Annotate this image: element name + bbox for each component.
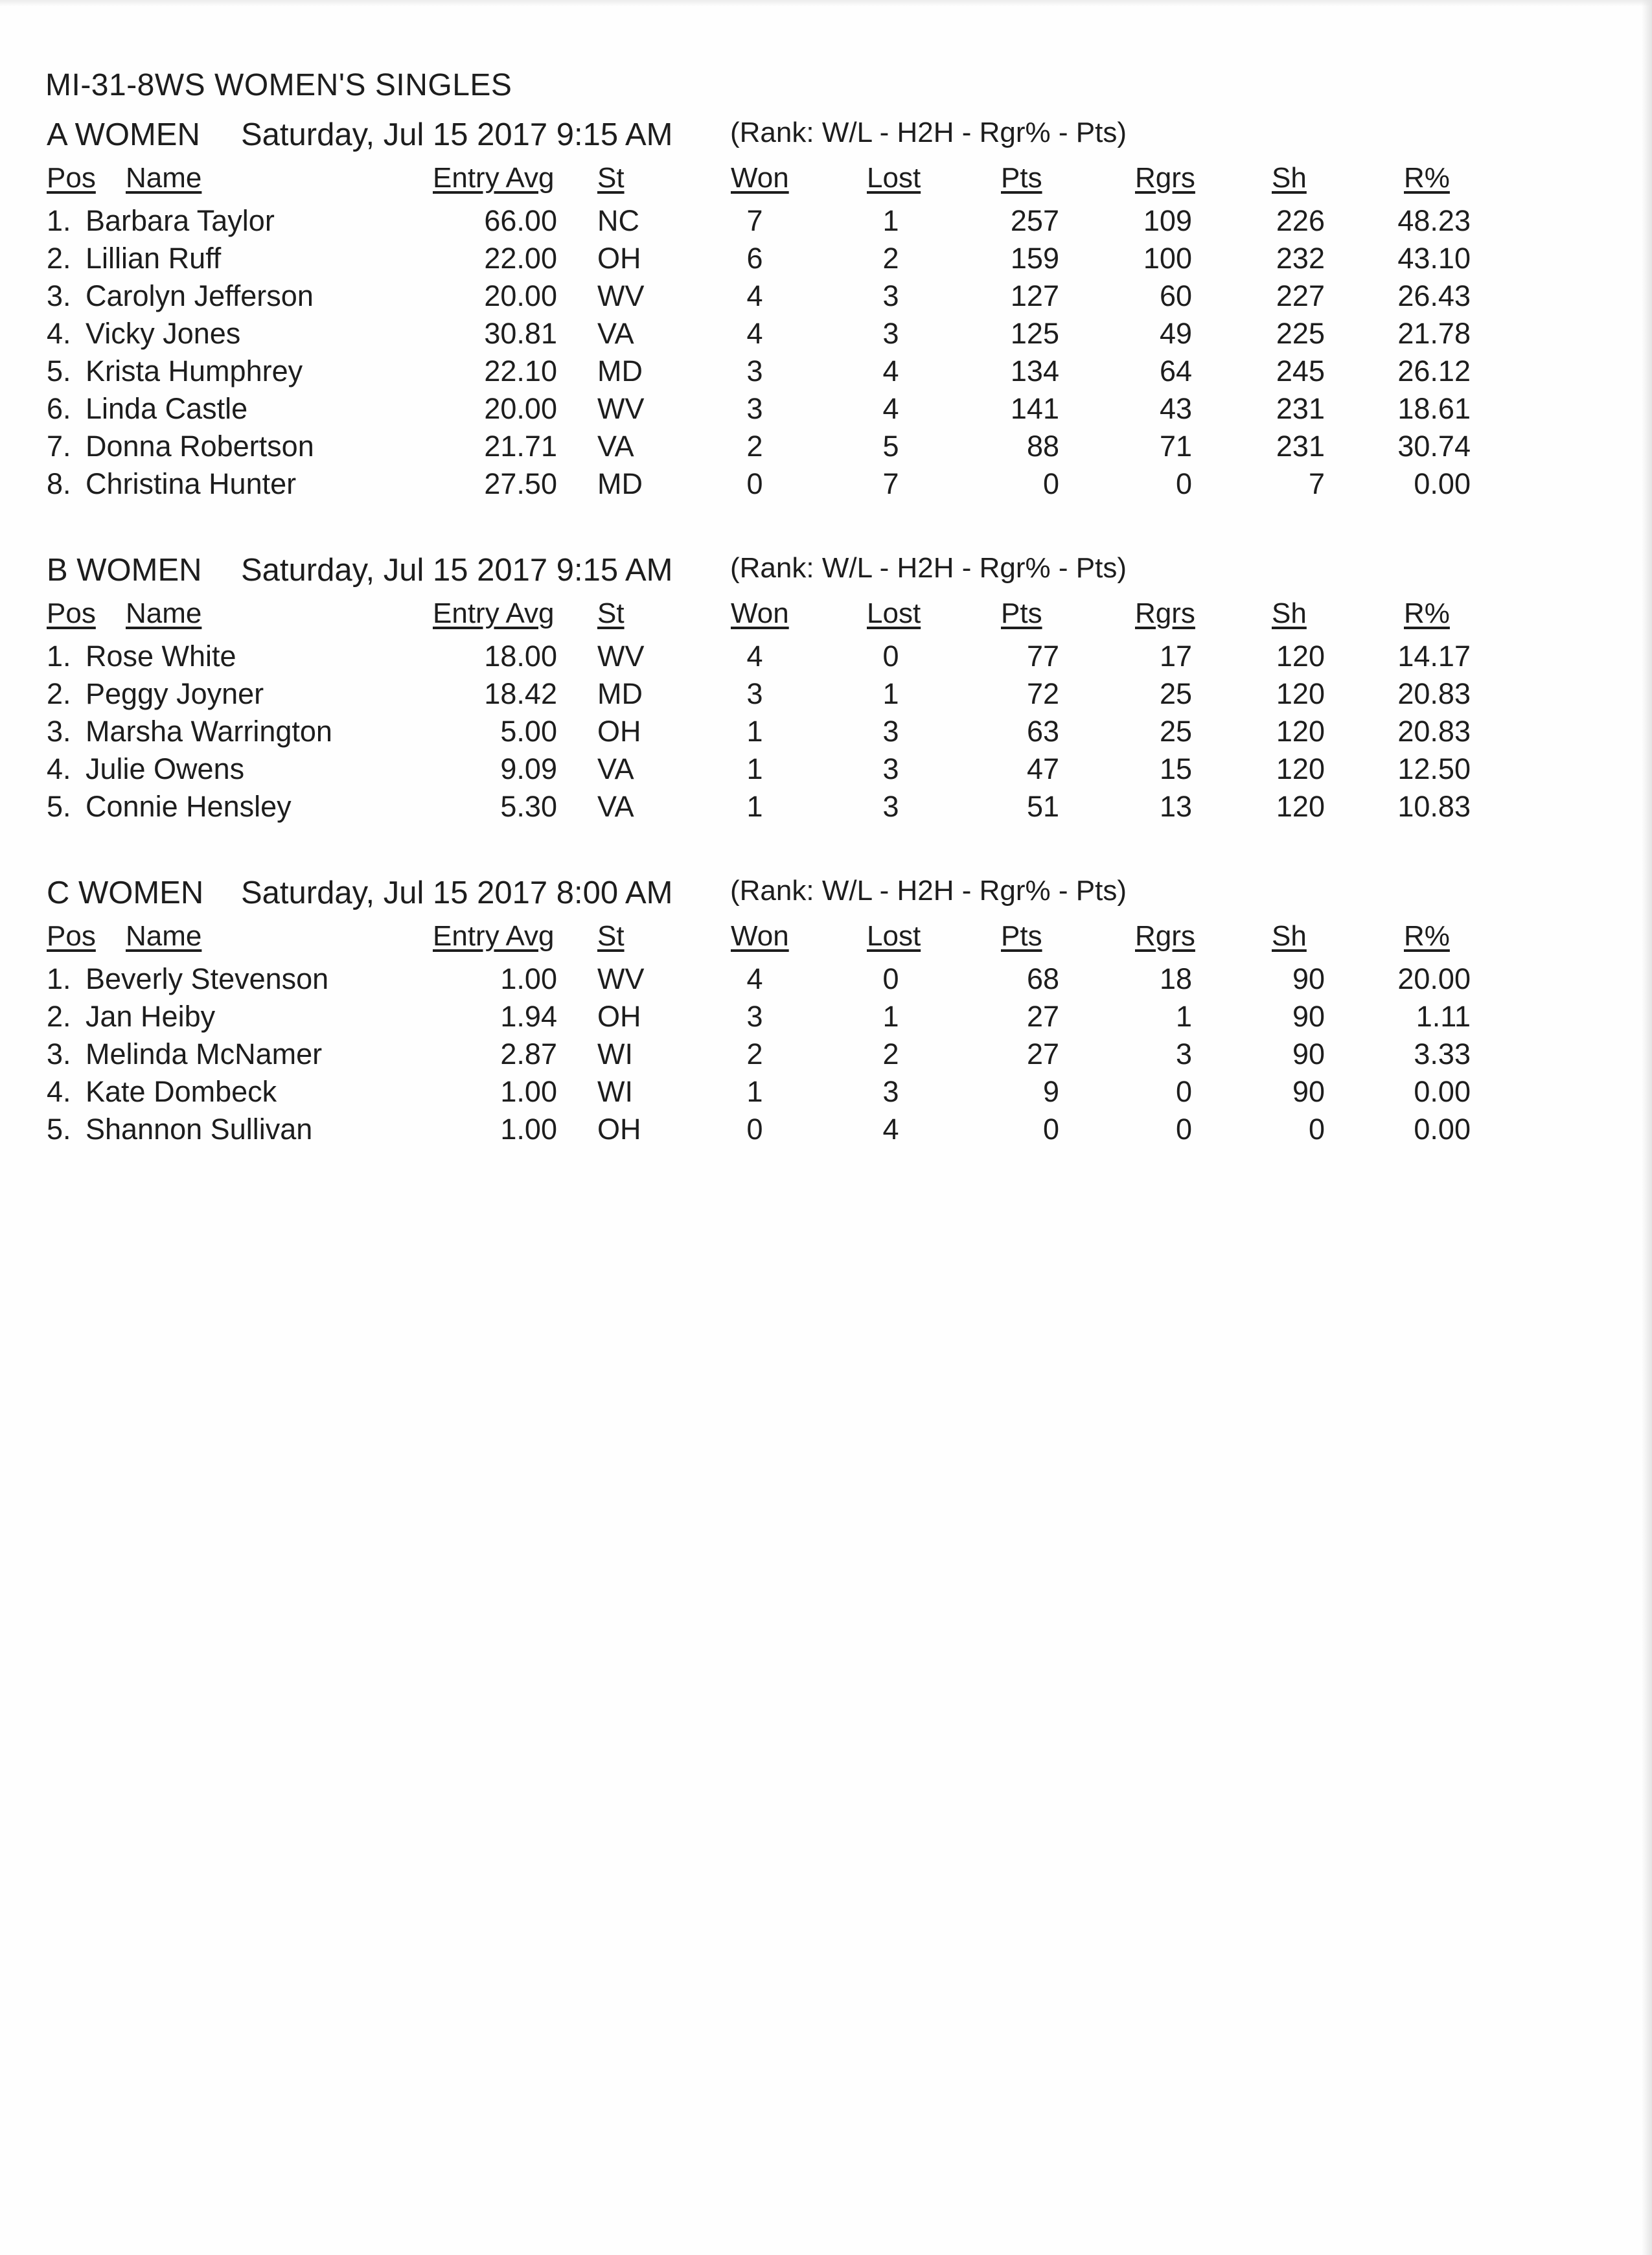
cell-rgrs: 71 <box>1159 430 1192 463</box>
cell-rgrs: 0 <box>1175 467 1192 500</box>
column-header-r-pct: R% <box>1404 162 1450 194</box>
column-header-entry-avg: Entry Avg <box>433 597 555 629</box>
division-date: Saturday, Jul 15 2017 9:15 AM <box>241 553 673 588</box>
cell-sh: 227 <box>1276 279 1325 312</box>
cell-won: 3 <box>746 354 763 387</box>
cell-name: Melinda McNamer <box>86 1037 323 1070</box>
table-row <box>0 752 1652 790</box>
cell-st: NC <box>597 204 639 237</box>
cell-pos: 5. <box>47 1113 71 1146</box>
cell-name: Connie Hensley <box>86 790 292 823</box>
cell-rgrs: 13 <box>1159 790 1192 823</box>
cell-name: Julie Owens <box>86 752 245 785</box>
cell-entry-avg: 1.00 <box>500 1113 557 1146</box>
cell-won: 0 <box>746 467 763 500</box>
column-header-pts: Pts <box>1001 162 1042 194</box>
cell-lost: 3 <box>882 752 899 785</box>
cell-st: VA <box>597 790 634 823</box>
cell-entry-avg: 22.10 <box>484 354 557 387</box>
cell-st: WV <box>597 392 645 425</box>
column-header-pos: Pos <box>47 920 96 952</box>
cell-entry-avg: 5.30 <box>500 790 557 823</box>
cell-name: Vicky Jones <box>86 317 241 350</box>
cell-r-pct: 43.10 <box>1397 242 1471 275</box>
cell-rgrs: 49 <box>1159 317 1192 350</box>
cell-sh: 0 <box>1308 1113 1325 1146</box>
cell-st: MD <box>597 677 643 710</box>
cell-st: VA <box>597 752 634 785</box>
column-header-st: St <box>597 920 625 952</box>
cell-r-pct: 20.00 <box>1397 962 1471 995</box>
cell-r-pct: 30.74 <box>1397 430 1471 463</box>
cell-r-pct: 21.78 <box>1397 317 1471 350</box>
column-header-rgrs: Rgrs <box>1135 162 1195 194</box>
cell-pts: 77 <box>1026 640 1059 673</box>
cell-lost: 2 <box>882 1037 899 1070</box>
cell-st: OH <box>597 1113 641 1146</box>
cell-entry-avg: 66.00 <box>484 204 557 237</box>
cell-won: 1 <box>746 715 763 748</box>
cell-rgrs: 100 <box>1143 242 1192 275</box>
cell-rgrs: 43 <box>1159 392 1192 425</box>
cell-name: Barbara Taylor <box>86 204 275 237</box>
cell-pts: 0 <box>1042 1113 1059 1146</box>
table-row <box>0 430 1652 467</box>
cell-won: 3 <box>746 1000 763 1033</box>
cell-pos: 1. <box>47 204 71 237</box>
cell-r-pct: 14.17 <box>1397 640 1471 673</box>
cell-lost: 3 <box>882 279 899 312</box>
cell-r-pct: 26.12 <box>1397 354 1471 387</box>
cell-name: Beverly Stevenson <box>86 962 329 995</box>
cell-sh: 90 <box>1292 962 1325 995</box>
cell-pts: 51 <box>1026 790 1059 823</box>
table-row <box>0 790 1652 827</box>
cell-name: Jan Heiby <box>86 1000 216 1033</box>
cell-pos: 5. <box>47 790 71 823</box>
cell-pts: 88 <box>1026 430 1059 463</box>
column-header-name: Name <box>126 920 202 952</box>
cell-name: Shannon Sullivan <box>86 1113 313 1146</box>
cell-pos: 8. <box>47 467 71 500</box>
cell-st: MD <box>597 354 643 387</box>
cell-won: 6 <box>746 242 763 275</box>
cell-r-pct: 0.00 <box>1414 467 1471 500</box>
cell-sh: 90 <box>1292 1037 1325 1070</box>
cell-rgrs: 109 <box>1143 204 1192 237</box>
cell-won: 3 <box>746 392 763 425</box>
cell-entry-avg: 1.00 <box>500 1075 557 1108</box>
column-header-entry-avg: Entry Avg <box>433 920 555 952</box>
cell-sh: 120 <box>1276 677 1325 710</box>
table-row <box>0 204 1652 242</box>
column-header-won: Won <box>731 920 789 952</box>
cell-pts: 72 <box>1026 677 1059 710</box>
cell-st: WI <box>597 1075 633 1108</box>
cell-r-pct: 20.83 <box>1397 715 1471 748</box>
cell-sh: 90 <box>1292 1075 1325 1108</box>
cell-entry-avg: 22.00 <box>484 242 557 275</box>
column-header-r-pct: R% <box>1404 597 1450 629</box>
table-row <box>0 1037 1652 1075</box>
cell-rgrs: 1 <box>1175 1000 1192 1033</box>
cell-r-pct: 3.33 <box>1414 1037 1471 1070</box>
cell-won: 1 <box>746 752 763 785</box>
cell-entry-avg: 2.87 <box>500 1037 557 1070</box>
table-row <box>0 279 1652 317</box>
ranking-note: (Rank: W/L - H2H - Rgr% - Pts) <box>730 117 1127 148</box>
cell-entry-avg: 1.94 <box>500 1000 557 1033</box>
cell-pos: 5. <box>47 354 71 387</box>
table-row <box>0 962 1652 1000</box>
ranking-note: (Rank: W/L - H2H - Rgr% - Pts) <box>730 552 1127 584</box>
cell-pts: 9 <box>1042 1075 1059 1108</box>
cell-sh: 232 <box>1276 242 1325 275</box>
column-header-lost: Lost <box>867 162 921 194</box>
cell-entry-avg: 20.00 <box>484 392 557 425</box>
cell-sh: 245 <box>1276 354 1325 387</box>
cell-st: VA <box>597 317 634 350</box>
cell-name: Krista Humphrey <box>86 354 303 387</box>
cell-pos: 2. <box>47 677 71 710</box>
column-header-sh: Sh <box>1272 597 1307 629</box>
cell-lost: 0 <box>882 962 899 995</box>
cell-pos: 7. <box>47 430 71 463</box>
cell-rgrs: 25 <box>1159 677 1192 710</box>
cell-pts: 159 <box>1010 242 1059 275</box>
division-name: B WOMEN <box>47 553 202 588</box>
cell-st: WV <box>597 962 645 995</box>
column-header-rgrs: Rgrs <box>1135 597 1195 629</box>
cell-won: 4 <box>746 640 763 673</box>
table-row <box>0 1113 1652 1150</box>
cell-st: WI <box>597 1037 633 1070</box>
cell-lost: 1 <box>882 204 899 237</box>
cell-pts: 257 <box>1010 204 1059 237</box>
cell-pos: 1. <box>47 640 71 673</box>
cell-lost: 0 <box>882 640 899 673</box>
cell-rgrs: 17 <box>1159 640 1192 673</box>
cell-pos: 2. <box>47 242 71 275</box>
cell-name: Lillian Ruff <box>86 242 222 275</box>
cell-st: VA <box>597 430 634 463</box>
cell-pts: 63 <box>1026 715 1059 748</box>
cell-won: 4 <box>746 279 763 312</box>
cell-st: WV <box>597 640 645 673</box>
cell-lost: 3 <box>882 715 899 748</box>
cell-rgrs: 25 <box>1159 715 1192 748</box>
cell-lost: 1 <box>882 677 899 710</box>
cell-entry-avg: 27.50 <box>484 467 557 500</box>
scan-top-shadow <box>0 0 1652 6</box>
table-row <box>0 467 1652 505</box>
cell-pts: 134 <box>1010 354 1059 387</box>
column-header-won: Won <box>731 162 789 194</box>
cell-name: Kate Dombeck <box>86 1075 277 1108</box>
cell-pos: 4. <box>47 317 71 350</box>
cell-entry-avg: 1.00 <box>500 962 557 995</box>
cell-lost: 7 <box>882 467 899 500</box>
cell-sh: 120 <box>1276 752 1325 785</box>
cell-lost: 1 <box>882 1000 899 1033</box>
cell-sh: 231 <box>1276 430 1325 463</box>
cell-rgrs: 3 <box>1175 1037 1192 1070</box>
cell-name: Rose White <box>86 640 236 673</box>
column-header-lost: Lost <box>867 597 921 629</box>
cell-won: 4 <box>746 317 763 350</box>
cell-entry-avg: 21.71 <box>484 430 557 463</box>
cell-won: 3 <box>746 677 763 710</box>
cell-r-pct: 1.11 <box>1416 1000 1471 1033</box>
cell-r-pct: 48.23 <box>1397 204 1471 237</box>
cell-entry-avg: 20.00 <box>484 279 557 312</box>
cell-pos: 4. <box>47 1075 71 1108</box>
cell-st: OH <box>597 242 641 275</box>
cell-rgrs: 64 <box>1159 354 1192 387</box>
cell-sh: 120 <box>1276 640 1325 673</box>
cell-pos: 3. <box>47 1037 71 1070</box>
cell-lost: 5 <box>882 430 899 463</box>
column-header-pos: Pos <box>47 597 96 629</box>
column-header-pos: Pos <box>47 162 96 194</box>
cell-name: Donna Robertson <box>86 430 314 463</box>
ranking-note: (Rank: W/L - H2H - Rgr% - Pts) <box>730 875 1127 907</box>
column-header-sh: Sh <box>1272 162 1307 194</box>
cell-pos: 3. <box>47 279 71 312</box>
cell-r-pct: 12.50 <box>1397 752 1471 785</box>
division-date: Saturday, Jul 15 2017 8:00 AM <box>241 875 673 910</box>
division-name: A WOMEN <box>47 117 200 152</box>
table-row <box>0 392 1652 430</box>
column-header-r-pct: R% <box>1404 920 1450 952</box>
cell-pos: 1. <box>47 962 71 995</box>
cell-name: Carolyn Jefferson <box>86 279 314 312</box>
cell-entry-avg: 30.81 <box>484 317 557 350</box>
cell-lost: 3 <box>882 790 899 823</box>
column-header-lost: Lost <box>867 920 921 952</box>
cell-sh: 90 <box>1292 1000 1325 1033</box>
cell-name: Christina Hunter <box>86 467 297 500</box>
cell-sh: 226 <box>1276 204 1325 237</box>
cell-pts: 141 <box>1010 392 1059 425</box>
table-row <box>0 317 1652 354</box>
division-name: C WOMEN <box>47 875 204 910</box>
division-date: Saturday, Jul 15 2017 9:15 AM <box>241 117 673 152</box>
table-row <box>0 677 1652 715</box>
table-row <box>0 640 1652 677</box>
cell-lost: 4 <box>882 1113 899 1146</box>
cell-rgrs: 0 <box>1175 1075 1192 1108</box>
cell-pts: 127 <box>1010 279 1059 312</box>
cell-r-pct: 26.43 <box>1397 279 1471 312</box>
cell-rgrs: 15 <box>1159 752 1192 785</box>
column-header-st: St <box>597 162 625 194</box>
cell-r-pct: 10.83 <box>1397 790 1471 823</box>
cell-rgrs: 0 <box>1175 1113 1192 1146</box>
table-row <box>0 715 1652 752</box>
cell-entry-avg: 9.09 <box>500 752 557 785</box>
column-header-name: Name <box>126 597 202 629</box>
column-header-rgrs: Rgrs <box>1135 920 1195 952</box>
table-row <box>0 1075 1652 1113</box>
cell-pos: 4. <box>47 752 71 785</box>
cell-st: WV <box>597 279 645 312</box>
cell-sh: 120 <box>1276 715 1325 748</box>
column-header-entry-avg: Entry Avg <box>433 162 555 194</box>
cell-lost: 3 <box>882 1075 899 1108</box>
column-header-name: Name <box>126 162 202 194</box>
cell-r-pct: 0.00 <box>1414 1113 1471 1146</box>
cell-st: OH <box>597 1000 641 1033</box>
cell-won: 7 <box>746 204 763 237</box>
table-row <box>0 354 1652 392</box>
column-header-pts: Pts <box>1001 920 1042 952</box>
cell-won: 1 <box>746 790 763 823</box>
cell-lost: 2 <box>882 242 899 275</box>
cell-pos: 6. <box>47 392 71 425</box>
table-row <box>0 1000 1652 1037</box>
cell-won: 1 <box>746 1075 763 1108</box>
cell-pts: 47 <box>1026 752 1059 785</box>
cell-sh: 231 <box>1276 392 1325 425</box>
cell-pos: 2. <box>47 1000 71 1033</box>
cell-r-pct: 18.61 <box>1397 392 1471 425</box>
cell-name: Peggy Joyner <box>86 677 264 710</box>
cell-sh: 7 <box>1308 467 1325 500</box>
cell-r-pct: 0.00 <box>1414 1075 1471 1108</box>
cell-won: 0 <box>746 1113 763 1146</box>
cell-name: Linda Castle <box>86 392 248 425</box>
cell-won: 2 <box>746 430 763 463</box>
cell-lost: 4 <box>882 354 899 387</box>
cell-st: OH <box>597 715 641 748</box>
cell-pts: 125 <box>1010 317 1059 350</box>
cell-sh: 120 <box>1276 790 1325 823</box>
cell-pts: 27 <box>1026 1000 1059 1033</box>
cell-st: MD <box>597 467 643 500</box>
cell-won: 2 <box>746 1037 763 1070</box>
cell-sh: 225 <box>1276 317 1325 350</box>
cell-rgrs: 60 <box>1159 279 1192 312</box>
cell-entry-avg: 18.42 <box>484 677 557 710</box>
cell-pos: 3. <box>47 715 71 748</box>
document-title: MI-31-8WS WOMEN'S SINGLES <box>45 68 512 102</box>
table-row <box>0 242 1652 279</box>
cell-rgrs: 18 <box>1159 962 1192 995</box>
cell-entry-avg: 5.00 <box>500 715 557 748</box>
cell-name: Marsha Warrington <box>86 715 332 748</box>
column-header-sh: Sh <box>1272 920 1307 952</box>
column-header-won: Won <box>731 597 789 629</box>
cell-lost: 3 <box>882 317 899 350</box>
column-header-st: St <box>597 597 625 629</box>
cell-pts: 68 <box>1026 962 1059 995</box>
cell-lost: 4 <box>882 392 899 425</box>
column-header-pts: Pts <box>1001 597 1042 629</box>
cell-r-pct: 20.83 <box>1397 677 1471 710</box>
cell-entry-avg: 18.00 <box>484 640 557 673</box>
cell-won: 4 <box>746 962 763 995</box>
cell-pts: 27 <box>1026 1037 1059 1070</box>
cell-pts: 0 <box>1042 467 1059 500</box>
